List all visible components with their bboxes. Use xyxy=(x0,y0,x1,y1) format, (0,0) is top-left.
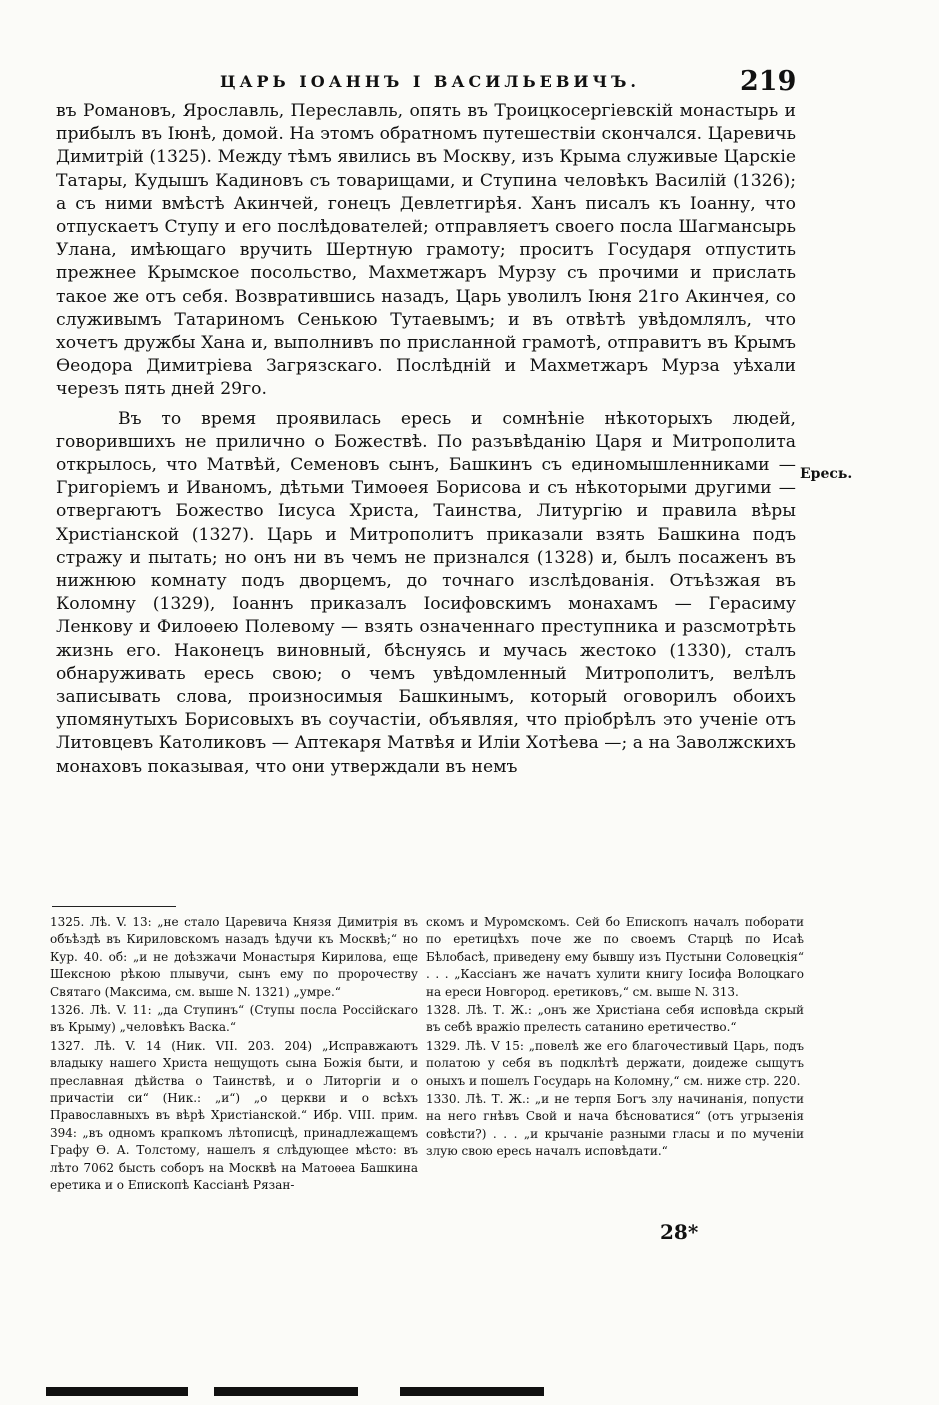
marginal-note: Ересь. xyxy=(800,466,853,482)
footnote-1330: 1330. Лѣ. Т. Ж.: „и не терпя Богъ злу начинанія, попусти на него гнѣвъ Свой и нача бѣсноватися“ (отъ угрызенія совѣсти?) . . . „и крычаніе разными гласы и по мученіи злую свою ересь началъ исповѣдати.“ xyxy=(426,1092,804,1159)
footnote-1329: 1329. Лѣ. V 15: „повелѣ же его благочестивый Царь, подъ полатою у себя въ подклѣтѣ держати, доидеже сыщутъ оныхъ и пошелъ Государь на Коломну,“ см. ниже стр. 220. xyxy=(426,1038,804,1088)
running-head: ЦАРЬ ІОАННЪ І ВАСИЛЬЕВИЧЪ. xyxy=(220,72,640,91)
paragraph-1: въ Романовъ, Ярославль, Переславль, опять въ Троицкосергіевскій монастырь и прибылъ въ Іюнѣ, домой. На этомъ обратномъ путешествіи скончался. Царевичь Димитрій (1325). Между тѣмъ явились въ Москву, изъ Крыма служивые Царскіе Татары, Кудышъ Кадиновъ съ товарищами, и Ступина человѣкъ Василій (1326); а съ ними вмѣстѣ Акинчей, гонецъ Девлетгирѣя. Ханъ писалъ къ Іоанну, что отпускаетъ Ступу и его послѣдователей; отправляетъ своего посла Шагмансырь Улана, имѣющаго вручить Шертную грамоту; проситъ Государя отпустить прежнее Крымское посольство, Махметжаръ Мурзу съ прочими и прислать такое же отъ себя. Возвратившись назадъ, Царь уволилъ Іюня 21го Акинчея, со служивымъ Татариномъ Сенькою Тутаевымъ; и въ отвѣтѣ увѣдомлялъ, что хочетъ дружбы Хана и, выполнивъ по присланной грамотѣ, отправитъ въ Крымъ Ѳеодора Димитріева Загрязскаго. Послѣдній и Махметжаръ Мурза уѣхали черезъ пять дней 29го. xyxy=(56,101,796,400)
page-header xyxy=(0,66,939,102)
scan-edge-bar xyxy=(46,1387,188,1396)
footnote-rule xyxy=(52,906,176,907)
footnotes-right-column xyxy=(426,914,804,1162)
scan-edge-bar xyxy=(400,1387,544,1396)
footnote-1327: 1327. Лѣ. V. 14 (Ник. VII. 203. 204) „Исправжаютъ владыку нашего Христа нещущоть сына Божія быти, и преславная дѣйства о Таинствѣ, и о Литоргіи и о причастіи си“ (Ник.: „и“) „о церкви и о всѣхъ Православныхъ въ вѣрѣ Христіанской.“ Ибр. VIII. прим. 394: „въ одномъ крапкомъ лѣтописцѣ, принадлежащемъ Графу Ѳ. А. Толстому, нашелъ я слѣдующее мѣсто: въ лѣто 7062 бысть соборъ на Москвѣ на Матоѳеа Башкина еретика и о Епископѣ Кассіанѣ Рязан- xyxy=(50,1038,418,1193)
footnote-1326: 1326. Лѣ. V. 11: „да Ступинъ“ (Ступы посла Россійскаго въ Крыму) „человѣкъ Васка.“ xyxy=(50,1003,418,1035)
footnote-1327-continued: скомъ и Муромскомъ. Сей бо Епископъ началъ поборати по еретицѣхъ поче же по своемъ Старцѣ по Исаѣ Бѣлобасѣ, приведену ему бывшу изъ Пустыни Соловецкія“ . . . „Кассіанъ же начатъ хулити книгу Іосифа Волоцкаго на ереси Новгород. еретиковъ,“ см. выше N. 313. xyxy=(426,915,804,999)
footnotes-left-column xyxy=(50,914,418,1196)
scan-edge-bar xyxy=(214,1387,358,1396)
footnote-1325: 1325. Лѣ. V. 13: „не стало Царевича Князя Димитрія въ объѣздѣ въ Кириловскомъ назадъ ѣдучи къ Москвѣ;“ но Кур. 40. об: „и не доѣзжачи Монастыря Кирилова, еще Шексною рѣкою плывучи, сынъ ему по пророчеству Святаго (Максима, см. выше N. 1321) „умре.“ xyxy=(50,915,418,999)
page-number: 219 xyxy=(740,66,797,97)
footnote-1328: 1328. Лѣ. Т. Ж.: „онъ же Христіана себя исповѣда скрый въ себѣ вражіо прелесть сатанино еретичество.“ xyxy=(426,1003,804,1035)
signature-mark: 28* xyxy=(660,1220,699,1244)
paragraph-2: Въ то время проявилась ересь и сомнѣніе нѣкоторыхъ людей, говорившихъ не прилично о Божествѣ. По разъвѣданію Царя и Митрополита открылось, что Матвѣй, Семеновъ сынъ, Башкинъ съ единомышленниками — Григоріемъ и Иваномъ, дѣтьми Тимоѳея Борисова и съ нѣкоторыми другими — отвергаютъ Божество Іисуса Христа, Таинства, Литургію и правила вѣры Христіанской (1327). Царь и Митрополитъ приказали взять Башкина подъ стражу и пытать; но онъ ни въ чемъ не признался (1328) и, былъ посаженъ въ нижнюю комнату подъ дворцемъ, до точнаго изслѣдованія. Отъѣзжая въ Коломну (1329), Іоаннъ приказалъ Іосифовскимъ монахамъ — Герасиму Ленкову и Филоѳею Полевому — взять означеннаго преступника и разсмотрѣть жизнь его. Наконецъ виновный, бѣснуясь и мучась жестоко (1330), сталъ обнаруживать ересь свою; о чемъ увѣдомленный Митрополитъ, велѣлъ записывать слова, произносимыя Башкинымъ, который оговорилъ обоихъ упомянутыхъ Борисовыхъ въ соучастіи, объявляя, что пріобрѣлъ это ученіе отъ Литовцевъ Католиковъ — Аптекаря Матвѣя и Иліи Хотѣева —; а на Заволжскихъ монаховъ показывая, что они утверждали въ немъ xyxy=(56,408,796,777)
main-text xyxy=(56,100,796,779)
